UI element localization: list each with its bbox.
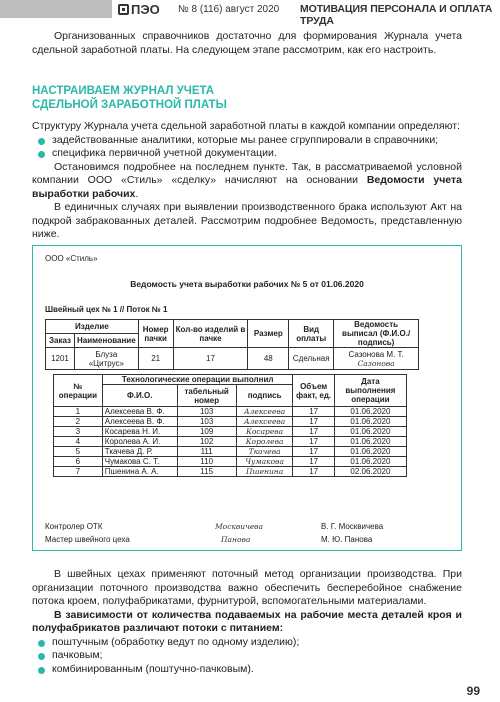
article-bottom — [32, 568, 462, 676]
cell-signature: Пшенина — [236, 467, 293, 477]
flow-paragraph: В швейных цехах применяют поточный метод организации производства. При организации поточного производства важно обеспечить бесперебойное снабжение потока кроем, полуфабрикатами, фурнитурой, вспомогательными материалами. — [32, 568, 462, 607]
cell-pack: 21 — [138, 348, 173, 370]
cell-num: 2 — [54, 417, 103, 427]
logo-icon — [118, 4, 129, 15]
cell-fio: Ткачева Д. Р. — [102, 447, 177, 457]
cell-tab: 103 — [177, 407, 236, 417]
statement-title: Ведомость учета выработки рабочих № 5 от 01.06.2020 — [130, 279, 364, 289]
cell-vol: 17 — [293, 407, 334, 417]
intro-paragraph: Организованных справочников достаточно для формирования Журнала учета сдельной заработной платы. На следующем этапе рассмотрим, как его настроить. — [32, 30, 462, 56]
defect-paragraph: В единичных случаях при выявлении производственного брака используют Акт на подкрой забракованных деталей. Рассмотрим подробнее Ведомость, представленную ниже. — [32, 201, 462, 240]
cell-signature: Алексеева — [236, 417, 293, 427]
cell-num: 3 — [54, 427, 103, 437]
cell-date: 01.06.2020 — [334, 407, 406, 417]
cell-fio: Алексеева В. Ф. — [102, 417, 177, 427]
cell-vol: 17 — [293, 457, 334, 467]
cell-num: 7 — [54, 467, 103, 477]
cell-fio: Алексеева В. Ф. — [102, 407, 177, 417]
table-row — [54, 427, 407, 437]
list-item: пачковым; — [32, 649, 462, 663]
th-size: Размер — [248, 320, 289, 348]
cell-issuer — [334, 348, 419, 370]
th-packs: Номер пачки — [138, 320, 173, 348]
bold-run: В зависимости от количества подаваемых на рабочие места деталей кроя и полуфабрикатов различают потоки с питанием: — [32, 608, 462, 634]
cell-num: 5 — [54, 447, 103, 457]
th-order: Заказ — [46, 334, 75, 348]
table-row — [54, 417, 407, 427]
th-ops: Технологические операции выполнил — [102, 375, 293, 385]
otk-signature: Москвичева — [215, 522, 264, 531]
th-issuer: Ведомость выписал (Ф.И.О./подпись) — [334, 320, 419, 348]
th-num: № операции — [54, 375, 103, 407]
th-date: Дата выполнения операции — [334, 375, 406, 407]
th-tab: табельный номер — [177, 385, 236, 407]
th-fio: Ф.И.О. — [102, 385, 177, 407]
cell-name: Блуза «Цитрус» — [74, 348, 138, 370]
cell-date: 01.06.2020 — [334, 447, 406, 457]
master-signature: Панова — [221, 535, 251, 544]
list-item: поштучным (обработку ведут по одному изделию); — [32, 636, 462, 650]
cell-fio: Чумакова С. Т. — [102, 457, 177, 467]
table-row — [54, 467, 407, 477]
master-label: Мастер швейного цеха — [45, 535, 130, 544]
cell-tab: 111 — [177, 447, 236, 457]
cell-paytype: Сдельная — [289, 348, 334, 370]
th-qty: Кол-во изделий в пачке — [173, 320, 248, 348]
section-heading — [32, 84, 227, 112]
cell-date: 01.06.2020 — [334, 427, 406, 437]
cell-size: 48 — [248, 348, 289, 370]
article-body — [32, 120, 462, 242]
bold-run: Ведомости учета выработки рабочих — [32, 174, 462, 200]
text-run: Остановимся подробнее на последнем пункте. Так, в рассматриваемой условной компании ООО «Стиль» «сделку» начисляют на основании — [32, 160, 462, 186]
cell-signature: Косарева — [236, 427, 293, 437]
cell-qty: 17 — [173, 348, 248, 370]
cell-vol: 17 — [293, 467, 334, 477]
list-item: специфика первичной учетной документации. — [32, 147, 462, 161]
cell-vol: 17 — [293, 437, 334, 447]
cell-tab: 109 — [177, 427, 236, 437]
otk-label: Контролер ОТК — [45, 522, 103, 531]
analytics-list — [32, 134, 462, 161]
table-row — [54, 407, 407, 417]
text-run: . — [135, 187, 139, 200]
table-row — [54, 437, 407, 447]
structure-paragraph: Структуру Журнала учета сдельной заработной платы в каждой компании определяют: — [32, 120, 460, 132]
th-paytype: Вид оплаты — [289, 320, 334, 348]
statement-document — [32, 245, 462, 551]
article-top — [32, 30, 462, 57]
list-item: задействованные аналитики, которые мы ранее сгруппировали в справочники; — [32, 134, 462, 148]
heading-text: НАСТРАИВАЕМ ЖУРНАЛ УЧЕТА СДЕЛЬНОЙ ЗАРАБОТНОЙ ПЛАТЫ — [32, 85, 227, 111]
journal-logo — [118, 2, 160, 17]
cell-vol: 17 — [293, 417, 334, 427]
cell-tab: 103 — [177, 417, 236, 427]
feed-list — [32, 636, 462, 677]
cell-tab: 102 — [177, 437, 236, 447]
cell-fio: Королева А. И. — [102, 437, 177, 447]
logo-text: ПЭО — [131, 2, 160, 17]
cell-signature: Королева — [236, 437, 293, 447]
cell-fio: Пшенина А. А. — [102, 467, 177, 477]
list-item: комбинированным (поштучно-пачковым). — [32, 663, 462, 677]
th-vol: Объем факт, ед. — [293, 375, 334, 407]
cell-num: 6 — [54, 457, 103, 467]
cell-num: 1 — [54, 407, 103, 417]
cell-tab: 115 — [177, 467, 236, 477]
shop-line: Швейный цех № 1 // Поток № 1 — [45, 305, 168, 314]
cell-date: 01.06.2020 — [334, 437, 406, 447]
cell-order: 1201 — [46, 348, 75, 370]
feed-paragraph — [32, 609, 462, 636]
th-sign: подпись — [236, 385, 293, 407]
th-name: Наименование — [74, 334, 138, 348]
batch-table — [45, 319, 419, 370]
issuer-signature: Сазонова — [357, 358, 395, 368]
operations-table — [53, 374, 407, 477]
cell-vol: 17 — [293, 427, 334, 437]
otk-name: В. Г. Москвичева — [321, 522, 384, 531]
section-title: МОТИВАЦИЯ ПЕРСОНАЛА И ОПЛАТА ТРУДА — [300, 3, 493, 27]
cell-date: 02.06.2020 — [334, 467, 406, 477]
cell-vol: 17 — [293, 447, 334, 457]
cell-date: 01.06.2020 — [334, 417, 406, 427]
styling-paragraph — [32, 161, 462, 202]
operations-body — [54, 407, 407, 477]
header-bar — [0, 0, 112, 18]
master-name: М. Ю. Панова — [321, 535, 373, 544]
cell-date: 01.06.2020 — [334, 457, 406, 467]
page-header — [0, 0, 500, 27]
cell-num: 4 — [54, 437, 103, 447]
org-name: ООО «Стиль» — [45, 254, 98, 263]
cell-fio: Косарева Н. И. — [102, 427, 177, 437]
cell-signature: Чумакова — [236, 457, 293, 467]
th-item: Изделие — [46, 320, 139, 334]
page-number: 99 — [466, 684, 480, 698]
issue-number: № 8 (116) август 2020 — [178, 4, 280, 15]
cell-tab: 110 — [177, 457, 236, 467]
table-row — [54, 447, 407, 457]
table-row — [54, 457, 407, 467]
issuer-name: Сазонова М. Т. — [348, 349, 404, 359]
cell-signature: Ткачева — [236, 447, 293, 457]
cell-signature: Алексеева — [236, 407, 293, 417]
